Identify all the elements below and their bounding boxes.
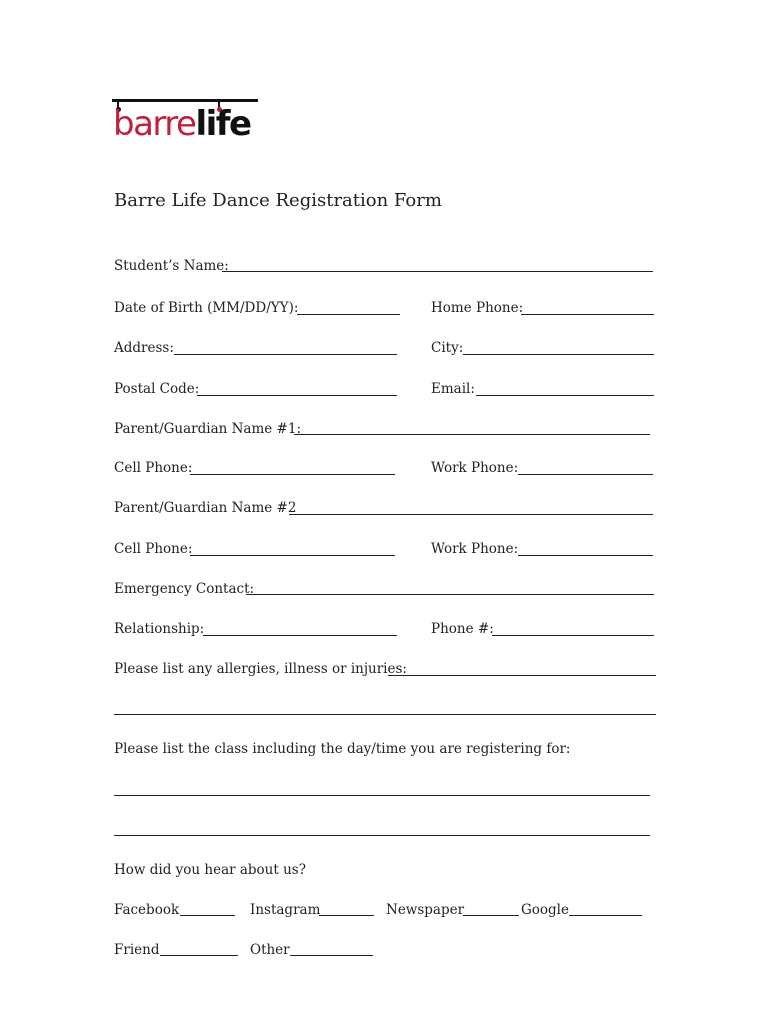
facebook-field[interactable] [180,915,235,916]
phone-number-label: Phone #: [431,621,494,637]
allergies-field[interactable] [388,675,656,676]
city-field[interactable] [463,354,654,355]
dob-label: Date of Birth (MM/DD/YY): [114,300,299,316]
parent2-field[interactable] [289,514,653,515]
phone-number-field[interactable] [492,635,654,636]
page-title: Barre Life Dance Registration Form [114,190,442,211]
logo-barre-text: barre [113,104,196,144]
address-field[interactable] [174,354,397,355]
hear-about-label: How did you hear about us? [114,862,306,878]
allergies-label: Please list any allergies, illness or injuries: [114,661,407,677]
friend-field[interactable] [160,955,238,956]
parent1-label: Parent/Guardian Name #1: [114,421,302,437]
instagram-label: Instagram [250,902,321,918]
google-label: Google [521,902,569,918]
cell-phone1-label: Cell Phone: [114,460,193,476]
class-list-field-line1[interactable] [114,795,650,796]
emergency-contact-label: Emergency Contact: [114,581,255,597]
instagram-field[interactable] [319,915,374,916]
logo-life-text: life [195,104,251,144]
emergency-contact-field[interactable] [246,594,654,595]
city-label: City: [431,340,464,356]
friend-label: Friend [114,942,160,958]
work-phone2-label: Work Phone: [431,541,519,557]
email-field[interactable] [476,395,654,396]
student-name-label: Student’s Name: [114,258,229,274]
dob-field[interactable] [297,314,400,315]
allergies-field-line2[interactable] [114,714,656,715]
class-list-label: Please list the class including the day/time you are registering for: [114,741,571,757]
parent1-field[interactable] [294,434,650,435]
student-name-field[interactable] [222,271,653,272]
postal-code-label: Postal Code: [114,381,200,397]
postal-code-field[interactable] [197,395,397,396]
logo-wordmark [113,104,251,144]
relationship-field[interactable] [203,635,397,636]
relationship-label: Relationship: [114,621,205,637]
logo-bar [112,99,258,102]
home-phone-field[interactable] [521,314,654,315]
facebook-label: Facebook [114,902,180,918]
other-label: Other [250,942,290,958]
work-phone1-field[interactable] [518,474,653,475]
work-phone2-field[interactable] [518,555,653,556]
cell-phone2-field[interactable] [190,555,395,556]
cell-phone2-label: Cell Phone: [114,541,193,557]
class-list-field-line2[interactable] [114,835,650,836]
address-label: Address: [114,340,174,356]
home-phone-label: Home Phone: [431,300,524,316]
newspaper-label: Newspaper [386,902,465,918]
other-field[interactable] [290,955,373,956]
work-phone1-label: Work Phone: [431,460,519,476]
cell-phone1-field[interactable] [190,474,395,475]
parent2-label: Parent/Guardian Name #2 [114,500,297,516]
email-label: Email: [431,381,475,397]
google-field[interactable] [569,915,642,916]
newspaper-field[interactable] [463,915,519,916]
